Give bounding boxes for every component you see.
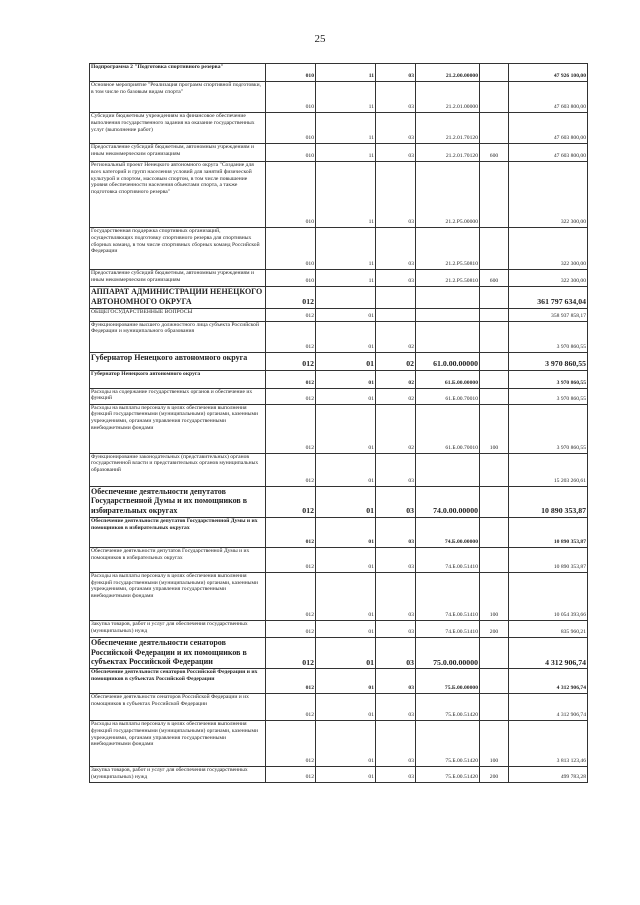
row-name: Обеспечение деятельности депутатов Государственной Думы и их помощников в избирательных округах xyxy=(90,517,266,547)
row-ved-code: 012 xyxy=(266,767,316,783)
row-ved-code: 012 xyxy=(266,404,316,453)
table-row xyxy=(90,669,588,694)
table-row xyxy=(90,404,588,453)
row-amount: 10 054 393,66 xyxy=(509,572,588,620)
row-name: Функционирование высшего должностного лица субъекта Российской Федерации и муниципального образования xyxy=(90,321,266,352)
row-amount: 10 890 353,87 xyxy=(509,486,588,517)
row-expense-type-code: 100 xyxy=(480,404,509,453)
row-expense-type-code xyxy=(480,308,509,321)
table-row xyxy=(90,486,588,517)
row-expense-type-code xyxy=(480,82,509,113)
row-subsection-code: 03 xyxy=(376,162,416,228)
row-section-code: 01 xyxy=(316,669,376,694)
table-row xyxy=(90,388,588,404)
row-subsection-code: 03 xyxy=(376,547,416,572)
row-subsection-code: 03 xyxy=(376,64,416,82)
row-target-code: 75.Б.00.51420 xyxy=(416,694,480,721)
row-amount: 10 890 353,87 xyxy=(509,547,588,572)
row-subsection-code: 03 xyxy=(376,721,416,767)
row-ved-code: 012 xyxy=(266,620,316,637)
budget-table xyxy=(89,63,588,783)
row-amount: 47 926 100,00 xyxy=(509,64,588,82)
row-subsection-code: 03 xyxy=(376,486,416,517)
row-target-code: 75.Б.00.51420 xyxy=(416,721,480,767)
row-amount: 47 603 800,00 xyxy=(509,82,588,113)
table-row xyxy=(90,547,588,572)
row-target-code xyxy=(416,453,480,486)
row-target-code: 75.Б.00.00000 xyxy=(416,669,480,694)
row-subsection-code: 03 xyxy=(376,620,416,637)
table-row xyxy=(90,517,588,547)
row-amount: 3 970 860,55 xyxy=(509,388,588,404)
row-name: Функционирование законодательных (представительных) органов государственной власти и представительных органов муниципальных образований xyxy=(90,453,266,486)
row-ved-code: 010 xyxy=(266,228,316,270)
row-name: Расходы на содержание государственных органов и обеспечение их функций xyxy=(90,388,266,404)
row-expense-type-code xyxy=(480,453,509,486)
row-amount: 47 603 800,00 xyxy=(509,144,588,162)
row-target-code xyxy=(416,287,480,309)
row-target-code: 21.2.01.70120 xyxy=(416,113,480,144)
row-section-code: 01 xyxy=(316,517,376,547)
row-amount: 4 312 906,74 xyxy=(509,637,588,668)
table-row xyxy=(90,694,588,721)
row-target-code: 75.Б.00.51420 xyxy=(416,767,480,783)
table-row xyxy=(90,453,588,486)
row-name: Обеспечение деятельности сенаторов Российской Федерации и их помощников в субъектах Российской Федерации xyxy=(90,694,266,721)
row-amount: 3 970 860,55 xyxy=(509,321,588,352)
table-row xyxy=(90,721,588,767)
row-amount: 499 783,28 xyxy=(509,767,588,783)
row-expense-type-code xyxy=(480,486,509,517)
row-ved-code: 012 xyxy=(266,352,316,370)
row-section-code: 01 xyxy=(316,572,376,620)
row-amount: 47 603 800,00 xyxy=(509,113,588,144)
table-row xyxy=(90,64,588,82)
row-expense-type-code xyxy=(480,287,509,309)
row-section-code: 11 xyxy=(316,82,376,113)
row-name: ОБЩЕГОСУДАРСТВЕННЫЕ ВОПРОСЫ xyxy=(90,308,266,321)
row-target-code: 61.Б.00.70010 xyxy=(416,404,480,453)
row-amount: 4 312 906,74 xyxy=(509,669,588,694)
row-section-code: 01 xyxy=(316,620,376,637)
row-section-code: 01 xyxy=(316,370,376,388)
row-target-code: 61.Б.00.70010 xyxy=(416,388,480,404)
row-ved-code: 010 xyxy=(266,162,316,228)
row-expense-type-code xyxy=(480,321,509,352)
row-expense-type-code: 600 xyxy=(480,144,509,162)
row-section-code: 01 xyxy=(316,404,376,453)
row-amount: 10 890 353,87 xyxy=(509,517,588,547)
row-name: Закупка товаров, работ и услуг для обеспечения государственных (муниципальных) нужд xyxy=(90,620,266,637)
row-target-code: 61.Б.00.00000 xyxy=(416,370,480,388)
table-row xyxy=(90,270,588,287)
row-name: АППАРАТ АДМИНИСТРАЦИИ НЕНЕЦКОГО АВТОНОМНОГО ОКРУГА xyxy=(90,287,266,309)
table-row xyxy=(90,162,588,228)
row-section-code: 01 xyxy=(316,486,376,517)
row-expense-type-code xyxy=(480,694,509,721)
row-amount: 322 300,00 xyxy=(509,270,588,287)
row-section-code: 11 xyxy=(316,228,376,270)
row-section-code: 11 xyxy=(316,144,376,162)
row-amount: 835 960,21 xyxy=(509,620,588,637)
row-amount: 4 312 906,74 xyxy=(509,694,588,721)
row-ved-code: 012 xyxy=(266,321,316,352)
row-target-code: 75.0.00.00000 xyxy=(416,637,480,668)
row-expense-type-code xyxy=(480,547,509,572)
row-expense-type-code xyxy=(480,162,509,228)
row-target-code: 21.2.01.70120 xyxy=(416,144,480,162)
row-target-code: 21.2.P5.00000 xyxy=(416,162,480,228)
row-subsection-code: 03 xyxy=(376,637,416,668)
budget-table-body xyxy=(90,64,588,783)
row-target-code: 21.2.P5.50810 xyxy=(416,228,480,270)
row-ved-code: 010 xyxy=(266,144,316,162)
row-subsection-code: 03 xyxy=(376,82,416,113)
row-target-code: 74.Б.00.00000 xyxy=(416,517,480,547)
row-ved-code: 012 xyxy=(266,486,316,517)
table-row xyxy=(90,321,588,352)
row-expense-type-code xyxy=(480,669,509,694)
row-expense-type-code: 100 xyxy=(480,721,509,767)
row-name: Расходы на выплаты персоналу в целях обеспечения выполнения функций государственными (муниципальными) органами, казенными учреждениями, органами управления государственными внебюджетными фондами xyxy=(90,404,266,453)
row-expense-type-code xyxy=(480,352,509,370)
row-name: Предоставление субсидий бюджетным, автономным учреждениям и иным некоммерческим организациям xyxy=(90,144,266,162)
row-name: Региональный проект Ненецкого автономного округа "Создание для всех категорий и групп населения условий для занятий физической культурой и спортом, массовым спортом, в том числе повышение уровня обеспеченности населения объектами спорта, а также подготовка спортивного резерва" xyxy=(90,162,266,228)
row-expense-type-code: 200 xyxy=(480,767,509,783)
row-section-code: 01 xyxy=(316,321,376,352)
row-ved-code: 012 xyxy=(266,547,316,572)
row-name: Расходы на выплаты персоналу в целях обеспечения выполнения функций государственными (муниципальными) органами, казенными учреждениями, органами управления государственными внебюджетными фондами xyxy=(90,572,266,620)
row-ved-code: 012 xyxy=(266,453,316,486)
row-section-code: 11 xyxy=(316,270,376,287)
row-subsection-code: 03 xyxy=(376,669,416,694)
row-name: Расходы на выплаты персоналу в целях обеспечения выполнения функций государственными (муниципальными) органами, казенными учреждениями, органами управления государственными внебюджетными фондами xyxy=(90,721,266,767)
row-subsection-code xyxy=(376,287,416,309)
row-ved-code: 012 xyxy=(266,694,316,721)
row-target-code: 21.2.P5.50810 xyxy=(416,270,480,287)
row-target-code: 74.Б.00.51410 xyxy=(416,547,480,572)
row-expense-type-code xyxy=(480,637,509,668)
row-name: Предоставление субсидий бюджетным, автономным учреждениям и иным некоммерческим организациям xyxy=(90,270,266,287)
row-ved-code: 012 xyxy=(266,388,316,404)
row-subsection-code: 03 xyxy=(376,517,416,547)
table-row xyxy=(90,308,588,321)
row-target-code: 61.0.00.00000 xyxy=(416,352,480,370)
row-ved-code: 012 xyxy=(266,721,316,767)
row-subsection-code: 03 xyxy=(376,113,416,144)
row-amount: 322 300,00 xyxy=(509,162,588,228)
row-subsection-code: 03 xyxy=(376,270,416,287)
row-subsection-code: 03 xyxy=(376,144,416,162)
row-name: Государственная поддержка спортивных организаций, осуществляющих подготовку спортивного резерва для спортивных сборных команд, в том числе спортивных сборных команд Российской Федерации xyxy=(90,228,266,270)
row-section-code: 01 xyxy=(316,453,376,486)
row-subsection-code: 03 xyxy=(376,694,416,721)
row-expense-type-code xyxy=(480,370,509,388)
table-row xyxy=(90,228,588,270)
table-row xyxy=(90,144,588,162)
row-section-code: 01 xyxy=(316,388,376,404)
row-subsection-code: 03 xyxy=(376,572,416,620)
row-amount: 15 203 260,61 xyxy=(509,453,588,486)
table-row xyxy=(90,113,588,144)
row-section-code: 01 xyxy=(316,547,376,572)
table-row xyxy=(90,82,588,113)
row-ved-code: 012 xyxy=(266,370,316,388)
row-section-code xyxy=(316,287,376,309)
row-section-code: 11 xyxy=(316,64,376,82)
row-expense-type-code: 600 xyxy=(480,270,509,287)
row-ved-code: 010 xyxy=(266,270,316,287)
row-name: Основное мероприятие "Реализация программ спортивной подготовки, в том числе по базовым видам спорта" xyxy=(90,82,266,113)
row-name: Подпрограмма 2 "Подготовка спортивного резерва" xyxy=(90,64,266,82)
row-subsection-code: 02 xyxy=(376,388,416,404)
row-name: Обеспечение деятельности сенаторов Российской Федерации и их помощников в субъектах Российской Федерации xyxy=(90,669,266,694)
row-subsection-code: 02 xyxy=(376,321,416,352)
row-expense-type-code xyxy=(480,228,509,270)
row-section-code: 01 xyxy=(316,694,376,721)
table-row xyxy=(90,572,588,620)
row-ved-code: 012 xyxy=(266,287,316,309)
row-subsection-code xyxy=(376,308,416,321)
row-amount: 322 300,00 xyxy=(509,228,588,270)
row-ved-code: 010 xyxy=(266,64,316,82)
row-name: Субсидии бюджетным учреждениям на финансовое обеспечение выполнения государственного задания на оказание государственных услуг (выполнение работ) xyxy=(90,113,266,144)
row-section-code: 01 xyxy=(316,767,376,783)
row-section-code: 11 xyxy=(316,162,376,228)
row-ved-code: 012 xyxy=(266,572,316,620)
row-name: Закупка товаров, работ и услуг для обеспечения государственных (муниципальных) нужд xyxy=(90,767,266,783)
row-ved-code: 010 xyxy=(266,82,316,113)
row-ved-code: 012 xyxy=(266,637,316,668)
row-subsection-code: 02 xyxy=(376,404,416,453)
row-target-code: 74.Б.00.51410 xyxy=(416,572,480,620)
row-expense-type-code xyxy=(480,388,509,404)
row-expense-type-code xyxy=(480,517,509,547)
row-ved-code: 012 xyxy=(266,308,316,321)
row-amount: 3 970 860,55 xyxy=(509,352,588,370)
table-row xyxy=(90,767,588,783)
row-amount: 3 970 860,55 xyxy=(509,370,588,388)
table-row xyxy=(90,352,588,370)
row-ved-code: 010 xyxy=(266,113,316,144)
page-number: 25 xyxy=(314,33,326,45)
row-amount: 361 797 634,04 xyxy=(509,287,588,309)
row-target-code xyxy=(416,308,480,321)
table-row xyxy=(90,370,588,388)
row-expense-type-code xyxy=(480,113,509,144)
row-subsection-code: 03 xyxy=(376,767,416,783)
row-section-code: 01 xyxy=(316,352,376,370)
row-target-code: 74.0.00.00000 xyxy=(416,486,480,517)
table-row xyxy=(90,287,588,309)
row-name: Обеспечение деятельности депутатов Государственной Думы и их помощников в избирательных округах xyxy=(90,486,266,517)
row-expense-type-code xyxy=(480,64,509,82)
row-subsection-code: 02 xyxy=(376,352,416,370)
row-ved-code: 012 xyxy=(266,517,316,547)
row-section-code: 11 xyxy=(316,113,376,144)
row-target-code: 21.2.01.00000 xyxy=(416,82,480,113)
row-amount: 3 813 123,46 xyxy=(509,721,588,767)
row-name: Обеспечение деятельности депутатов Государственной Думы и их помощников в избирательных округах xyxy=(90,547,266,572)
row-name: Обеспечение деятельности сенаторов Российской Федерации и их помощников в субъектах Российской Федерации xyxy=(90,637,266,668)
row-name: Губернатор Ненецкого автономного округа xyxy=(90,352,266,370)
table-row xyxy=(90,637,588,668)
row-subsection-code: 02 xyxy=(376,370,416,388)
row-expense-type-code: 100 xyxy=(480,572,509,620)
row-section-code: 01 xyxy=(316,308,376,321)
row-subsection-code: 03 xyxy=(376,228,416,270)
row-subsection-code: 03 xyxy=(376,453,416,486)
row-target-code xyxy=(416,321,480,352)
row-section-code: 01 xyxy=(316,721,376,767)
row-expense-type-code: 200 xyxy=(480,620,509,637)
row-target-code: 21.2.00.00000 xyxy=(416,64,480,82)
row-section-code: 01 xyxy=(316,637,376,668)
row-name: Губернатор Ненецкого автономного округа xyxy=(90,370,266,388)
table-row xyxy=(90,620,588,637)
row-amount: 3 970 860,55 xyxy=(509,404,588,453)
row-amount: 358 937 858,17 xyxy=(509,308,588,321)
row-target-code: 74.Б.00.51410 xyxy=(416,620,480,637)
row-ved-code: 012 xyxy=(266,669,316,694)
